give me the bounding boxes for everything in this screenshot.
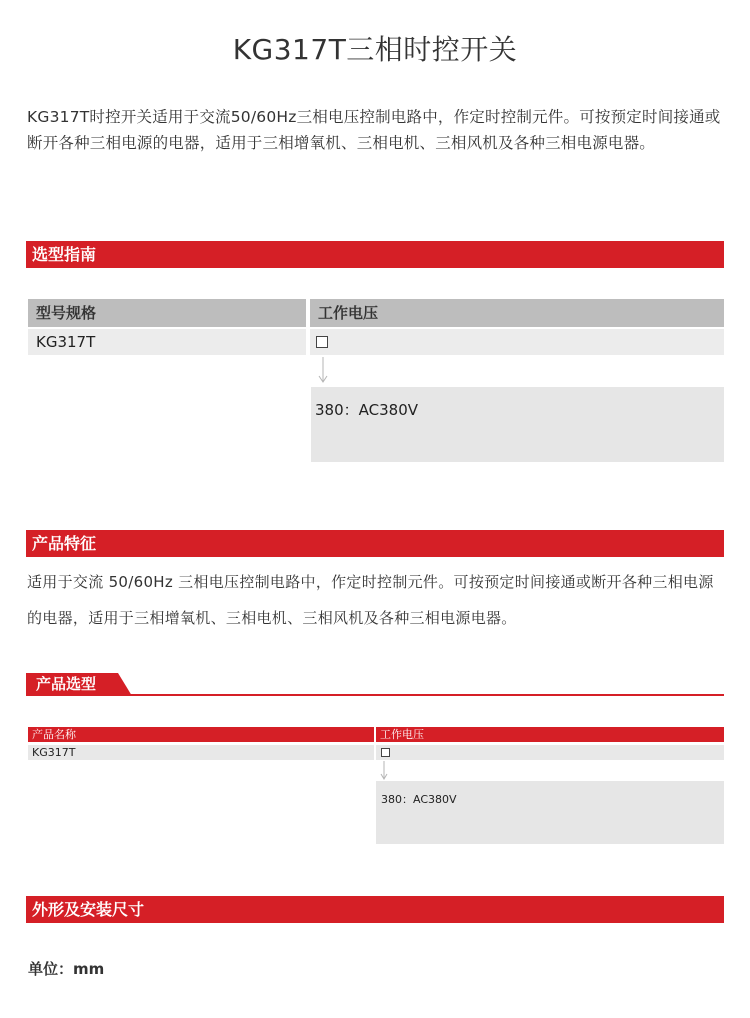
section-title-selection-guide: 选型指南 — [32, 245, 97, 264]
voltage-option-text: 380：AC380V — [315, 401, 418, 419]
table-header-name — [28, 727, 374, 742]
table-row — [28, 745, 374, 760]
voltage-option-box-2 — [376, 781, 724, 844]
section-title-features: 产品特征 — [32, 534, 97, 553]
code-placeholder-box — [316, 336, 328, 348]
arrow-down-icon — [316, 357, 330, 385]
column-label-name: 产品名称 — [32, 728, 76, 741]
section-title-dimensions: 外形及安装尺寸 — [32, 900, 145, 919]
code-placeholder-box-2 — [381, 748, 390, 757]
voltage-option-box — [311, 387, 724, 462]
table-row — [28, 329, 306, 355]
section-header-features — [26, 530, 724, 557]
page-title: KG317T三相时控开关 — [232, 33, 518, 66]
table-header-voltage — [310, 299, 724, 327]
table-header-voltage-2 — [376, 727, 724, 742]
column-label-voltage-2: 工作电压 — [380, 728, 424, 741]
model-value-2: KG317T — [32, 746, 76, 759]
unit-label: 单位：mm — [28, 960, 105, 978]
model-value: KG317T — [36, 333, 96, 351]
section-header-dimensions — [26, 896, 724, 923]
voltage-option-text-2: 380：AC380V — [381, 793, 457, 806]
table-row — [376, 745, 724, 760]
section-title-product-selection: 产品选型 — [36, 675, 97, 693]
arrow-down-icon — [378, 761, 390, 781]
column-label-model: 型号规格 — [36, 304, 97, 322]
table-header-model — [28, 299, 306, 327]
features-paragraph: 适用于交流 50/60Hz 三相电压控制电路中，作定时控制元件。可按预定时间接通或断开各种三相电源的电器，适用于三相增氧机、三相电机、三相风机及各种三相电源电器。 — [27, 573, 714, 627]
table-row — [310, 329, 724, 355]
column-label-voltage: 工作电压 — [318, 304, 379, 322]
section-header-selection-guide — [26, 241, 724, 268]
intro-paragraph: KG317T时控开关适用于交流50/60Hz三相电压控制电路中，作定时控制元件。可按预定时间接通或断开各种三相电源的电器，适用于三相增氧机、三相电机、三相风机及各种三相电源电器。 — [27, 108, 721, 152]
